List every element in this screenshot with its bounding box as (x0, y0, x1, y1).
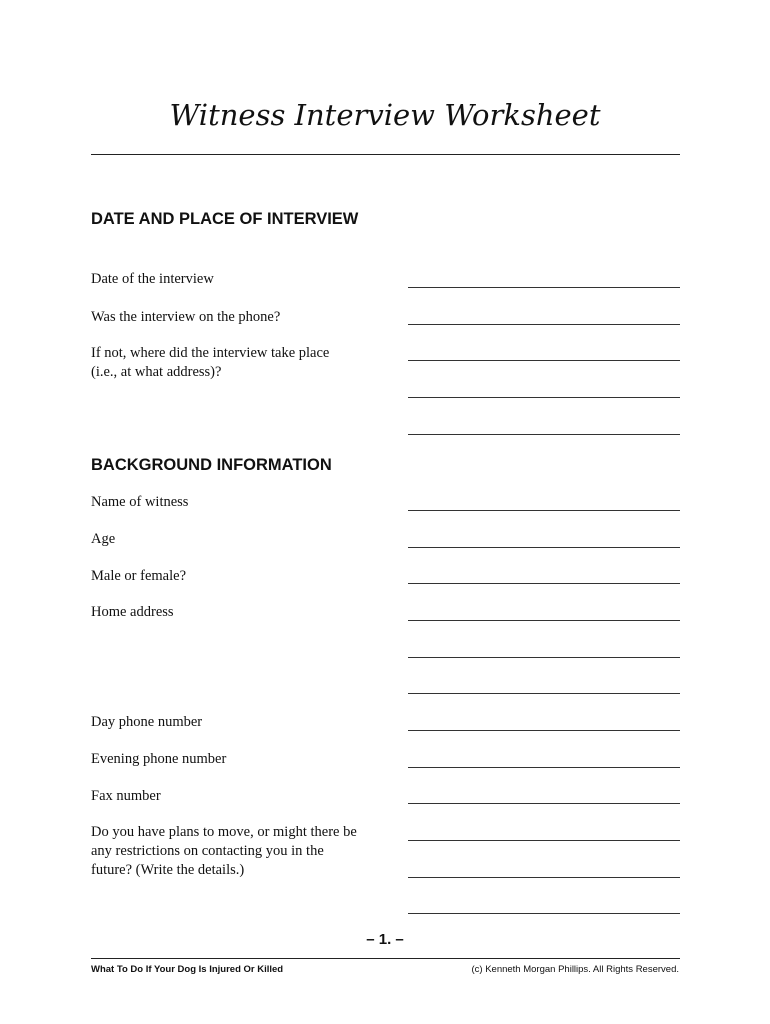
field-label-evening-phone: Evening phone number (91, 751, 227, 767)
worksheet-title: Witness Interview Worksheet (169, 98, 601, 132)
field-label-fax: Fax number (91, 788, 161, 804)
field-label-age: Age (91, 531, 116, 547)
field-label-move-plans: Do you have plans to move, or might there be any restrictions on contacting you in the future? (Write the details.) (91, 824, 357, 878)
field-label-home-address: Home address (91, 604, 174, 620)
phone-interview-line[interactable] (408, 324, 680, 325)
interview-date-line[interactable] (408, 287, 680, 288)
footer-divider (91, 958, 680, 959)
field-label-phone-interview: Was the interview on the phone? (91, 309, 281, 325)
gender-line[interactable] (408, 583, 680, 584)
day-phone-line[interactable] (408, 730, 680, 731)
section-heading-date-place: DATE AND PLACE OF INTERVIEW (91, 210, 359, 228)
interview-place-line-2[interactable] (408, 397, 680, 398)
footer-book-title: What To Do If Your Dog Is Injured Or Killed (91, 964, 284, 975)
fax-line[interactable] (408, 803, 680, 804)
interview-place-line-1[interactable] (408, 360, 680, 361)
witness-name-line[interactable] (408, 510, 680, 511)
title-divider (91, 154, 680, 155)
home-address-line-1[interactable] (408, 620, 680, 621)
age-line[interactable] (408, 547, 680, 548)
field-label-witness-name: Name of witness (91, 494, 189, 510)
evening-phone-line[interactable] (408, 767, 680, 768)
page-number: – 1. – (366, 931, 404, 948)
field-label-gender: Male or female? (91, 568, 187, 584)
home-address-line-3[interactable] (408, 693, 680, 694)
home-address-line-2[interactable] (408, 657, 680, 658)
field-label-interview-place: If not, where did the interview take place (i.e., at what address)? (91, 345, 330, 380)
field-label-interview-date: Date of the interview (91, 271, 214, 287)
move-plans-line-2[interactable] (408, 877, 680, 878)
footer-copyright: (c) Kenneth Morgan Phillips. All Rights Reserved. (471, 964, 679, 975)
move-plans-line-1[interactable] (408, 840, 680, 841)
field-label-day-phone: Day phone number (91, 714, 203, 730)
section-heading-background: BACKGROUND INFORMATION (91, 456, 332, 474)
interview-place-line-3[interactable] (408, 434, 680, 435)
move-plans-line-3[interactable] (408, 913, 680, 914)
